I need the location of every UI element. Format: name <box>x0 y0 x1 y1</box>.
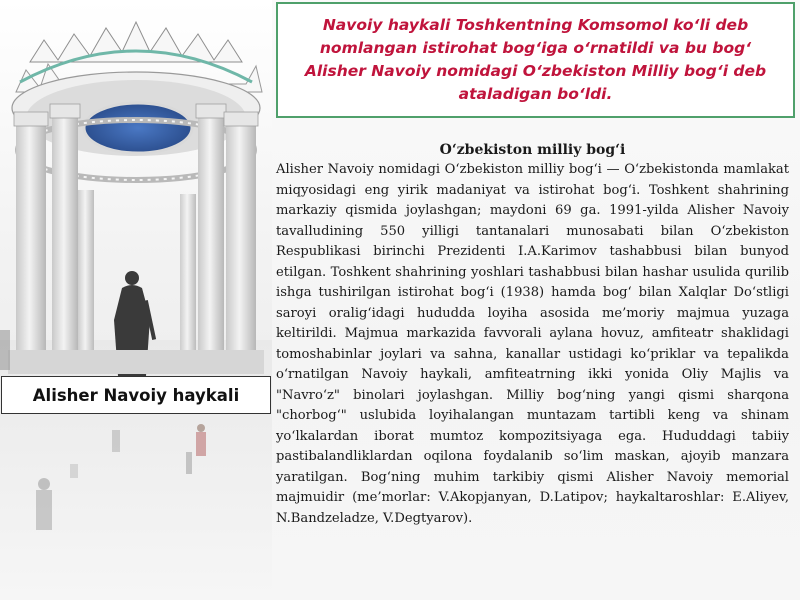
article-title: O‘zbekiston milliy bog‘i <box>439 142 626 158</box>
article-body: Alisher Navoiy nomidagi O‘zbekiston milliy bog‘i — O‘zbekistonda mamlakat miqyosidagi eng yirik madaniyat va istirohat bog‘i. Toshkent shahrining markaziy qismida joylashgan; maydoni 69 ga. 1991-yilda Alisher Navoiy tavalludining 550 yilligi tantanalari munosabati bilan O‘zbekiston Respublikasi birinchi Prezidenti I.A.Karimov tashabbusi bilan bunyod etilgan. Toshkent shahrining yoshlari tashabbusi bilan hashar usulida qurilib ishga tushirilgan istirohat bog‘i (1938) hamda bog‘ bilan Xalqlar Do‘stligi saroyi oralig‘idagi hududda loyiha asosida me’moriy majmua yuzaga keltirildi. Majmua markazida favvorali aylana hovuz, amfiteatr shaklidagi tomoshabinlar joylari va sahna, kanallar ustidagi ko‘priklar va tepalikda o‘rnatilgan Navoiy haykali, amfiteatrning ikki yonida Oliy Majlis va "Navro‘z" binolari joylashgan. Milliy bog‘ning yangi qismi sharqona "chorbog‘" uslubida loyihalangan muntazam tartibli keng va shinam yo‘lkalardan iborat mumtoz kompozitsiyaga ega. Hududdagi tabiiy pastibalandliklardan oqilona foydalanib so‘lim maskan, ajoyib manzara yaratilgan. Bog‘ning muhim tarkibiy qismi Alisher Navoiy memorial majmuidir (me’morlar: V.Akopjanyan, D.Latipov; haykaltaroshlar: E.Aliyev, N.Bandzeladze, V.Degtyarov). <box>276 162 789 526</box>
article <box>276 140 789 529</box>
caption-box <box>276 2 795 118</box>
photo-label: Alisher Navoiy haykali <box>32 385 240 405</box>
caption-text: Navoiy haykali Toshkentning Komsomol ko‘li deb nomlangan istirohat bog‘iga o‘rnatildi va bu bog‘ Alisher Navoiy nomidagi O‘zbekiston Milliy bog‘i deb ataladigan bo‘ldi. <box>304 16 767 103</box>
photo-label-box <box>1 376 271 414</box>
monument-photo <box>0 0 272 600</box>
